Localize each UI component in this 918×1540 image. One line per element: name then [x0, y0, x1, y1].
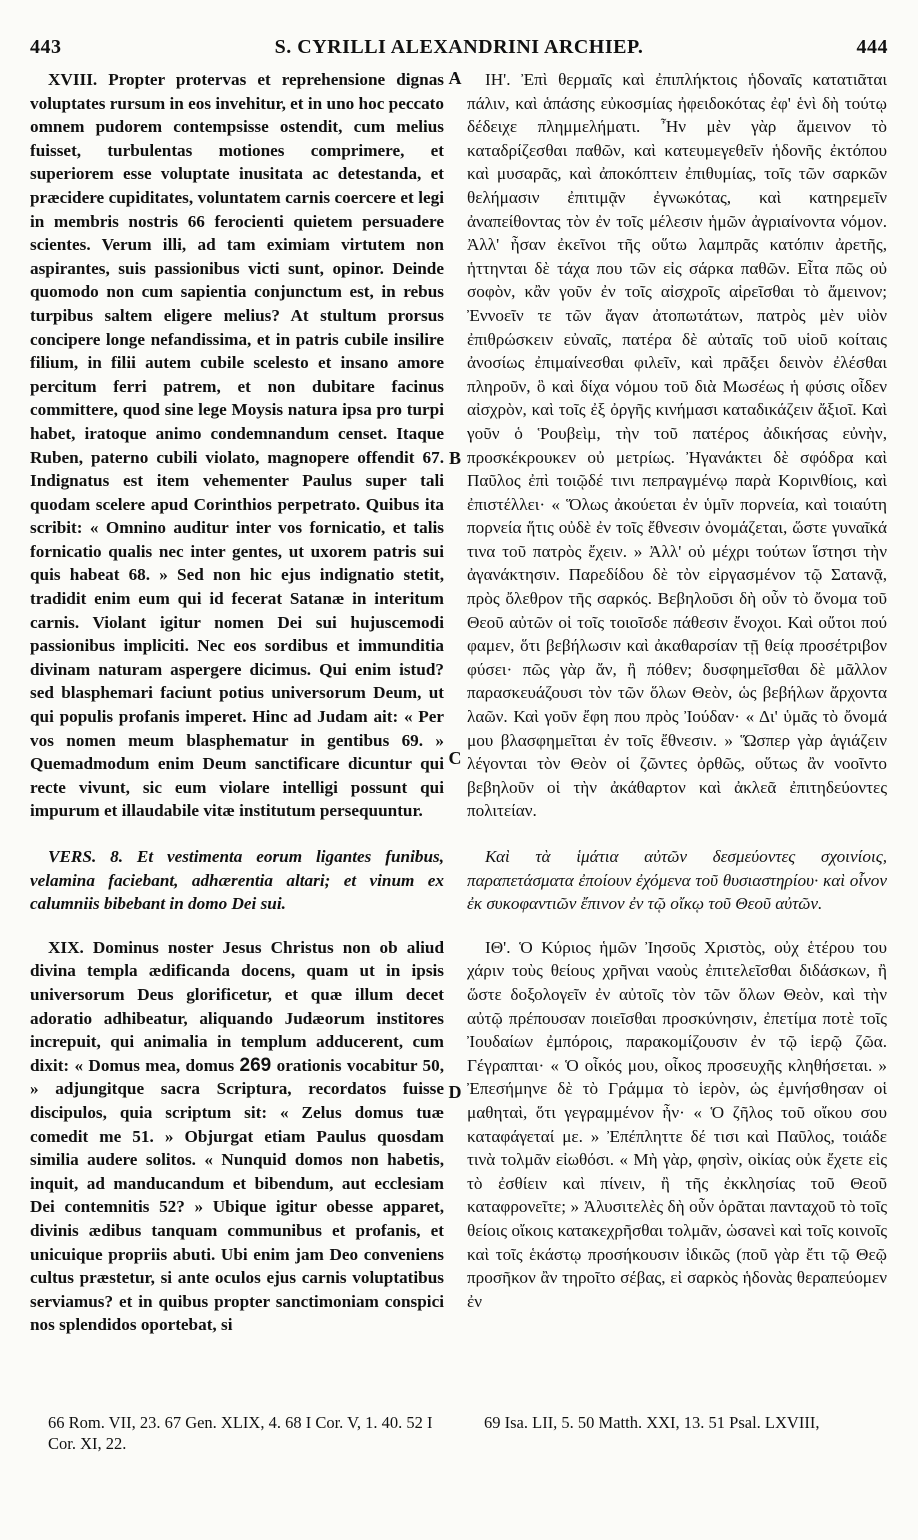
latin-section-xix-a: XIX. Dominus noster Jesus Christus non ob aliud divina templa ædificanda docens, quam ut in ipsis universorum Deus glorificetur, et quæ illum decet adoratio adhibeatur, aliquando Judæorum institores increpuit, qui animalia in templum adducerent, cum dixit: « Domus mea, domus — [30, 937, 444, 1075]
latin-section-xix-b: orationis vocabitur 50, » adjungitque sacra Scriptura, recordatos fuisse discipulos, quia scriptum sit: « Zelus domus tuæ comedit me 51. » Objurgat etiam Paulus quosdam similia audere solitos. « Nunquid domos non habetis, inquit, ad manducandum et bibendum, aut ecclesiam Dei contemnitis 52? » Ubique igitur obesse apparet, divinis ædibus tanquam communibus et profanis, et unicuique propriis abuti. Ubi enim jam Deo conveniens cultus præstetur, si ante oculos ejus carnis voluptatibus serviamus? et in quibus propter sanctimoniam conspici nos splendidos oportebat, si — [30, 1055, 445, 1335]
margin-letter-b: B — [448, 448, 461, 468]
latin-column — [30, 68, 444, 1337]
page-header — [30, 36, 888, 66]
margin-letter-d: D — [448, 1082, 462, 1102]
latin-section-xix — [30, 936, 444, 1337]
greek-verse-8: Καὶ τὰ ἱμάτια αὐτῶν δεσμεύοντες σχοινίοις, παραπετάσματα ἐποίουν ἐχόμενα τοῦ θυσιαστηρίου· καὶ οἶνον ἐκ συκοφαντιῶν ἔπινον ἐν τῷ οἴκῳ τοῦ Θεοῦ αὐτῶν. — [467, 847, 887, 914]
page-mark: 269 — [239, 1054, 272, 1076]
footnotes-right: 69 Isa. LII, 5. 50 Matth. XXI, 13. 51 Psal. LXVIII, — [484, 1413, 820, 1432]
page-number-right: 444 — [856, 36, 888, 58]
latin-verse-8: VERS. 8. Et vestimenta eorum ligantes funibus, velamina faciebant, adhærentia altari; et vinum ex calumniis bibebant in domo Dei sui. — [30, 847, 444, 914]
greek-column — [467, 68, 887, 1313]
margin-letter-c: C — [448, 748, 462, 768]
greek-section-19: ΙΘ'. Ὁ Κύριος ἡμῶν Ἰησοῦς Χριστὸς, οὐχ ἑτέρου του χάριν τοὺς θείους χρῆναι ναοὺς ἐπιτελεῖσθαι διδάσκων, ἢ ὥστε δοξολογεῖν ἐν αὐτοῖς τὸν τῶν ὅλων Θεὸν, καὶ τὴν αὐτῷ πρέπουσαν ποιεῖσθαι προσκύνησιν, ἐπετίμα ποτὲ τοῖς Ἰουδαίων ἐμπόροις, παρακομίζουσιν ἐν τῷ ἱερῷ ζῶα. Γέγραπται· « Ὁ οἶκός μου, οἶκος προσευχῆς κληθήσεται. » Ἐπεσήμηνε δὲ τὸ Γράμμα τὸ ἱερὸν, ὡς ἐμνήσθησαν οἱ μαθηταὶ, ὅτι γεγραμμένον ἦν· « Ὁ ζῆλος τοῦ οἴκου σου καταφάγεταί με. » Ἐπέπληττε δέ τισι καὶ Παῦλος, τοιάδε τινὰ τολμᾶν εἰωθόσι. « Μὴ γὰρ, φησὶν, οἰκίας οὐκ ἔχετε εἰς τὸ ἐσθίειν καὶ πίνειν, ἢ τῆς ἐκκλησίας τοῦ Θεοῦ καταφρονεῖτε; » Ἀλυσιτελὲς δὴ οὖν ὁρᾶται πανταχοῦ τὸ τοῖς θείοις οἴκοις κατακεχρῆσθαι τολμᾶν, ὡσανεὶ καὶ τοῖς κοινοῖς καὶ τοῖς ἑκάστῳ προσήκουσιν ἰδικῶς (ποῦ γὰρ ἔτι τῷ Θεῷ προσῆκον ἂν τηροῖτο σέβας, εἰ σαρκὸς ἡδονὰς θεραπεύομεν ἐν — [467, 937, 887, 1311]
margin-letter-a: A — [448, 68, 462, 88]
greek-section-18: ΙΗ'. Ἐπὶ θερμαῖς καὶ ἐπιπλήκτοις ἡδοναῖς κατατιᾶται πάλιν, καὶ ἁπάσης εὐκοσμίας ἠφειδοκότας ἐφ' ἑνὶ δὴ τούτῳ δέδειχε πλημμελήματι. Ἦν μὲν γὰρ ἄμεινον τὸ καταδρίζεσθαι παθῶν, καὶ κατευμεγεθεῖν ἡδονῆς ἐκτόπου καὶ μυσαρᾶς, καὶ ἀποκόπτειν ἐπιθυμίας, τοῖς τῶν σαρκῶν θελήμασιν ἐπιτιμᾷν ἐγνωκότας, καὶ κατηρεμεῖν ἀναπείθοντας τὸν ἐν τοῖς μέλεσιν ἡμῶν ἀγριαίνοντα νόμον. Ἀλλ' ἦσαν ἐκεῖνοι τῆς οὕτω λαμπρᾶς κατόπιν ἀρετῆς, ἡττηνται δὲ τάχα που τῶν εἰς σάρκα παθῶν. Εἶτα πῶς οὐ σοφὸν, κἂν γοῦν ἐν τοῖς αἰσχροῖς αἱρεῖσθαι τὸ ἄμεινον; Ἐννοεῖν τε τῶν ἄγαν ἀτοπωτάτων, πατρὸς μὲν υἱὸν ἐπιθρώσκειν εὐναῖς, πατέρα δὲ αὐταῖς τοῦ υἱοῦ κοίταις ἀνοσίως ἐπιμαίνεσθαι φιλεῖν, καὶ πρᾶξει δεινὸν ἐλέσθαι πληροῦν, ὃ καὶ δίχα νόμου τοῦ διὰ Μωσέως ἡ φύσις οἶδεν αἰσχρὸν, καὶ τοῖς ἐξ ὀργῆς κινήμασι καταδικάζειν ἄξιοῖ. Καὶ γοῦν ὁ Ῥουβεὶμ, τὴν τοῦ πατέρος ἀδικήσας εὐνὴν, προσκέκρουκεν οὐ μετρίως. Ἠγανάκτει δὲ σφόδρα καὶ Παῦλος ἐπὶ τοιῷδέ τινι πεπραγμένῳ παρὰ Κορινθίοις, καὶ ἐπιστέλλει· « Ὅλως ἀκούεται ἐν ὑμῖν πορνεία, καὶ τοιαύτη πορνεία ἥτις οὐδὲ ἐν τοῖς ἔθνεσιν ὀνομάζεται, ὥστε γυναῖκά τινα τοῦ πατρὸς ἔχειν. » Ἀλλ' οὐ μέχρι τούτων ἵστησι τὴν ἀγανάκτησιν. Παρεδίδου δὲ τὸν εἰργασμένον τῷ Σατανᾷ, πρὸς ὄλεθρον τῆς σαρκός. Βεβηλοῦσι δὴ οὖν τὸ ὄνομα τοῦ Θεοῦ αὐτῶν οἱ τοῖς τοιοῖσδε πάθεσιν ἔνοχοι. Καὶ οὔτοι πού φαμεν, ὅτι βεβήλωσιν καὶ ἀκαθαρσίαν τῇ θείᾳ προσέτριβον φύσει· πῶς γὰρ ἄν, ἢ πόθεν; δυσφημεῖσθαι δὲ μᾶλλον παρασκευάζουσι τὸν τῶν ὅλων Θεὸν, ὡς βεβήλων ἄρχοντα λαῶν. Καὶ γοῦν ἔφη που πρὸς Ἰούδαν· « Δι' ὑμᾶς τὸ ὄνομά μου βλασφημεῖται ἐν τοῖς ἔθνεσιν. » Ὥσπερ γὰρ ἁγιάζειν λέγονται τὸν Θεὸν οἱ ζῶντες ὀρθῶς, οὕτως ἂν νοοῖντο βεβηλοῦν οἱ τὴν ἀκάθαρτον καὶ ἀκλεᾶ ἐπιτηδεύοντες πολιτείαν. — [467, 70, 887, 821]
latin-section-xviii: XVIII. Propter protervas et reprehensione dignas voluptates rursum in eos invehitur, et in uno hoc peccato omnem pudorem contempsisse ostendit, cum melius fuisset, turbulentas motiones comprimere, et superiorem esse voluptate inusitata ac detestanda, et præcidere cupiditates, voluntatem carnis coercere et legi in membris nostris 66 ferocienti quietem persuadere scientes. Verum illi, ad tam eximiam virtutem non aspirantes, suis passionibus victi sunt, opinor. Deinde quomodo non cum sapientia conjunctum est, in rebus turpibus saltem eligere melius? At stultum prorsus concipere longe nefandissima, et in patris cubile insilire filium, in filii autem cubile scelesto et insano amore percitum ferri patrem, et non dubitare facinus committere, quod sine lege Moysis natura ipsa pro turpi habet, iratoque animo condemnandum censet. Itaque Ruben, paterno cubili violato, magnopere offendit 67. Indignatus est item vehementer Paulus super tali quodam scelere apud Corinthios perpetrato. Quibus ita scribit: « Omnino auditur inter vos fornicatio, et talis fornicatio qualis nec inter gentes, ut uxorem patris sui quis habeat 68. » Sed non hic ejus indignatio stetit, tradidit enim eum qui id fecerat Satanæ in interitum carnis. Violant igitur nomen Dei sui hujuscemodi passionibus impliciti. Nec eos sordibus et immunditia divinam naturam aspergere dicimus. Qui enim istud? sed blasphemari faciunt potius universorum Deum, ut qui populis profanis imperet. Hinc ad Judam ait: « Per vos nomen meum blasphematur in gentibus 69. » Quemadmodum enim Deum sanctificare dicuntur qui recte vivunt, sic eum violare intelligi possunt qui impurum et illaudabile vitæ institutum persequuntur. — [30, 70, 444, 821]
running-title: S. CYRILLI ALEXANDRINI ARCHIEP. — [274, 36, 644, 58]
page-number-left: 443 — [30, 36, 62, 58]
footnotes-left: 66 Rom. VII, 23. 67 Gen. XLIX, 4. 68 I Cor. V, 1. 40. 52 I Cor. XI, 22. — [48, 1413, 433, 1453]
